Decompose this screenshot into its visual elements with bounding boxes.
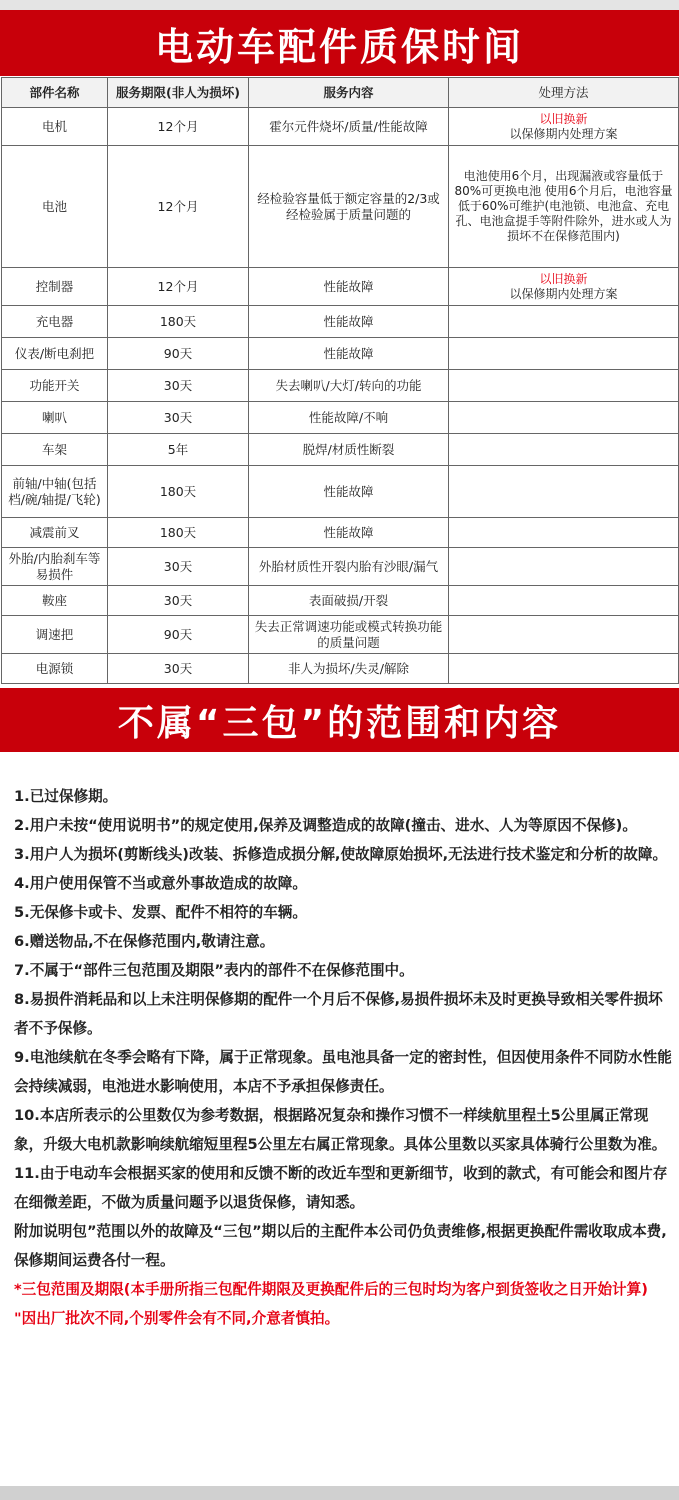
part-name: 调速把 xyxy=(2,616,108,654)
part-name: 仪表/断电刹把 xyxy=(2,338,108,370)
table-row xyxy=(2,268,679,306)
header-period: 服务期限(非人为损坏) xyxy=(108,78,249,108)
part-name: 外胎/内胎刹车等易损件 xyxy=(2,548,108,586)
table-row xyxy=(2,370,679,402)
rule-item: 4.用户使用保管不当或意外事故造成的故障。 xyxy=(14,875,307,892)
service-period: 12个月 xyxy=(108,268,249,306)
rule-item: 7.不属于“部件三包范围及期限”表内的部件不在保修范围中。 xyxy=(14,962,414,979)
table-row xyxy=(2,586,679,616)
service-period: 180天 xyxy=(108,306,249,338)
handling-method xyxy=(449,434,679,466)
service-period: 180天 xyxy=(108,518,249,548)
method-highlight: 以旧换新 xyxy=(539,111,588,126)
top-strip xyxy=(0,0,679,10)
table-row xyxy=(2,466,679,518)
handling-method xyxy=(449,108,679,146)
service-content: 性能故障 xyxy=(249,518,449,548)
rule-item: 11.由于电动车会根据买家的使用和反馈不断的改近车型和更新细节，收到的款式，有可能会和图片存在细微差距，不做为质量问题予以退货保修，请知悉。 xyxy=(14,1165,668,1211)
service-period: 90天 xyxy=(108,616,249,654)
rule-item: 5.无保修卡或卡、发票、配件不相符的车辆。 xyxy=(14,904,307,921)
handling-method xyxy=(449,370,679,402)
exclusions-list xyxy=(14,782,674,1333)
table-header-row xyxy=(2,78,679,108)
table-row xyxy=(2,338,679,370)
rule-item: 2.用户未按“使用说明书”的规定使用,保养及调整造成的故障(撞击、进水、人为等原因不保修)。 xyxy=(14,817,637,834)
method-text: 电池使用6个月，出现漏液或容量低于80%可更换电池 使用6个月后，电池容量低于60%可维护(电池锁、电池盒、充电孔、电池盒提手等附件除外，进水或人为损坏不在保修范围内) xyxy=(454,169,673,243)
service-period: 12个月 xyxy=(108,108,249,146)
table-row xyxy=(2,434,679,466)
warranty-title-banner: 电动车配件质保时间 xyxy=(0,10,679,76)
service-content: 性能故障 xyxy=(249,466,449,518)
handling-method xyxy=(449,654,679,684)
handling-method xyxy=(449,306,679,338)
part-name: 电机 xyxy=(2,108,108,146)
part-name: 喇叭 xyxy=(2,402,108,434)
handling-method xyxy=(449,402,679,434)
part-name: 电池 xyxy=(2,146,108,268)
red-note: "因出厂批次不同,个别零件会有不同,介意者慎拍。 xyxy=(14,1310,340,1327)
service-content: 失去正常调速功能或模式转换功能的质量问题 xyxy=(249,616,449,654)
table-row xyxy=(2,402,679,434)
table-row xyxy=(2,518,679,548)
method-highlight: 以旧换新 xyxy=(539,271,588,286)
handling-method xyxy=(449,548,679,586)
rule-item: 8.易损件消耗品和以上未注明保修期的配件一个月后不保修,易损件损坏未及时更换导致相关零件损坏者不予保修。 xyxy=(14,991,663,1037)
part-name: 控制器 xyxy=(2,268,108,306)
part-name: 车架 xyxy=(2,434,108,466)
service-period: 12个月 xyxy=(108,146,249,268)
header-content: 服务内容 xyxy=(249,78,449,108)
service-period: 30天 xyxy=(108,654,249,684)
service-period: 90天 xyxy=(108,338,249,370)
handling-method xyxy=(449,466,679,518)
red-note: *三包范围及期限(本手册所指三包配件期限及更换配件后的三包时均为客户到货签收之日开始计算) xyxy=(14,1281,648,1298)
service-period: 30天 xyxy=(108,370,249,402)
service-period: 5年 xyxy=(108,434,249,466)
service-period: 30天 xyxy=(108,548,249,586)
handling-method xyxy=(449,338,679,370)
handling-method xyxy=(449,616,679,654)
service-content: 性能故障 xyxy=(249,306,449,338)
service-content: 经检验容量低于额定容量的2/3或经检验属于质量问题的 xyxy=(249,146,449,268)
bottom-strip xyxy=(0,1486,679,1500)
table-row xyxy=(2,616,679,654)
service-content: 霍尔元件烧坏/质量/性能故障 xyxy=(249,108,449,146)
rule-item: 附加说明包”范围以外的故障及“三包”期以后的主配件本公司仍负责维修,根据更换配件需收取成本费,保修期间运费各付一程。 xyxy=(14,1223,667,1269)
table-row xyxy=(2,146,679,268)
header-part: 部件名称 xyxy=(2,78,108,108)
service-content: 性能故障 xyxy=(249,338,449,370)
service-period: 30天 xyxy=(108,402,249,434)
header-method: 处理方法 xyxy=(449,78,679,108)
rule-item: 6.赠送物品,不在保修范围内,敬请注意。 xyxy=(14,933,275,950)
table-row xyxy=(2,654,679,684)
rule-item: 3.用户人为损坏(剪断线头)改装、拆修造成损分解,使故障原始损坏,无法进行技术鉴定和分析的故障。 xyxy=(14,846,668,863)
service-content: 表面破损/开裂 xyxy=(249,586,449,616)
handling-method xyxy=(449,146,679,268)
service-content: 性能故障/不响 xyxy=(249,402,449,434)
exclusions-title-banner: 不属“三包”的范围和内容 xyxy=(0,688,679,752)
service-period: 30天 xyxy=(108,586,249,616)
part-name: 鞍座 xyxy=(2,586,108,616)
part-name: 充电器 xyxy=(2,306,108,338)
service-content: 性能故障 xyxy=(249,268,449,306)
table-row xyxy=(2,548,679,586)
handling-method xyxy=(449,268,679,306)
rule-item: 10.本店所表示的公里数仅为参考数据，根据路况复杂和操作习惯不一样续航里程土5公里属正常现象，升级大电机款影响续航缩短里程5公里左右属正常现象。具体公里数以买家具体骑行公里数为准。 xyxy=(14,1107,667,1153)
method-text: 以保修期内处理方案 xyxy=(509,286,618,301)
rule-item: 9.电池续航在冬季会略有下降，属于正常现象。虽电池具备一定的密封性，但因使用条件不同防水性能会持续减弱，电池进水影响使用，本店不予承担保修责任。 xyxy=(14,1049,672,1095)
part-name: 功能开关 xyxy=(2,370,108,402)
table-row xyxy=(2,108,679,146)
handling-method xyxy=(449,518,679,548)
handling-method xyxy=(449,586,679,616)
service-content: 失去喇叭/大灯/转向的功能 xyxy=(249,370,449,402)
service-period: 180天 xyxy=(108,466,249,518)
part-name: 前轴/中轴(包括档/碗/轴提/飞轮) xyxy=(2,466,108,518)
part-name: 减震前叉 xyxy=(2,518,108,548)
service-content: 外胎材质性开裂内胎有沙眼/漏气 xyxy=(249,548,449,586)
method-text: 以保修期内处理方案 xyxy=(509,126,618,141)
service-content: 脱焊/材质性断裂 xyxy=(249,434,449,466)
service-content: 非人为损坏/失灵/解除 xyxy=(249,654,449,684)
rule-item: 1.已过保修期。 xyxy=(14,788,118,805)
table-row xyxy=(2,306,679,338)
warranty-table xyxy=(1,77,679,684)
part-name: 电源锁 xyxy=(2,654,108,684)
